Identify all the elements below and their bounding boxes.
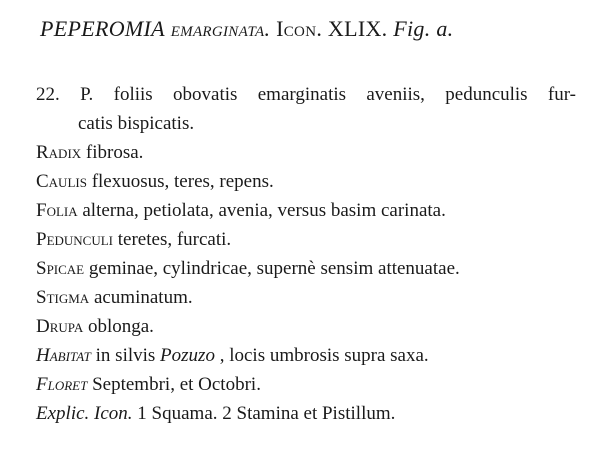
diagnosis-line-2 (36, 109, 576, 138)
diagnosis-line-1 (36, 80, 576, 109)
entry-text: fibrosa. (85, 142, 144, 163)
entry-text: acuminatum. (93, 287, 193, 308)
entry-caulis (36, 167, 576, 196)
entry-explicatio (36, 399, 576, 428)
species-heading (40, 16, 580, 42)
entry-term: Pedunculi (36, 229, 114, 250)
entry-floret (36, 370, 576, 399)
entry-text: oblonga. (87, 316, 154, 337)
genus-name: PEPEROMIA (40, 16, 165, 41)
entry-radix (36, 138, 576, 167)
species-number: 22. (36, 84, 60, 105)
entry-stigma (36, 283, 576, 312)
entry-text: geminae, cylindricae, supernè sensim attenuatae. (88, 258, 460, 279)
habitat-text-1: in silvis (95, 345, 156, 366)
diagnosis-text-2: catis bispicatis. (78, 113, 195, 134)
entry-folia (36, 196, 576, 225)
icon-reference: Icon. XLIX. (276, 16, 388, 41)
entry-term: Folia (36, 200, 78, 221)
entry-text: flexuosus, teres, repens. (91, 171, 274, 192)
entry-term: Drupa (36, 316, 84, 337)
species-epithet: emarginata. (170, 16, 271, 41)
description-body (36, 80, 576, 428)
floret-term: Floret (36, 374, 88, 395)
entry-drupa (36, 312, 576, 341)
entry-term: Radix (36, 142, 82, 163)
diagnosis-text-1: P. foliis obovatis emarginatis aveniis, pedunculis fur- (80, 84, 577, 105)
habitat-text-2: , locis umbrosis supra saxa. (219, 345, 429, 366)
entry-habitat (36, 341, 576, 370)
entry-text: teretes, furcati. (117, 229, 232, 250)
entry-text: alterna, petiolata, avenia, versus basim carinata. (82, 200, 446, 221)
floret-text: Septembri, et Octobri. (92, 374, 261, 395)
explic-term: Explic. Icon. (36, 403, 133, 424)
entry-term: Spicae (36, 258, 85, 279)
entry-spicae (36, 254, 576, 283)
entry-pedunculi (36, 225, 576, 254)
habitat-place: Pozuzo (160, 345, 215, 366)
entry-term: Caulis (36, 171, 87, 192)
explic-text: 1 Squama. 2 Stamina et Pistillum. (137, 403, 396, 424)
entry-term: Stigma (36, 287, 90, 308)
habitat-term: Habitat (36, 345, 91, 366)
figure-reference: Fig. a. (393, 16, 454, 41)
